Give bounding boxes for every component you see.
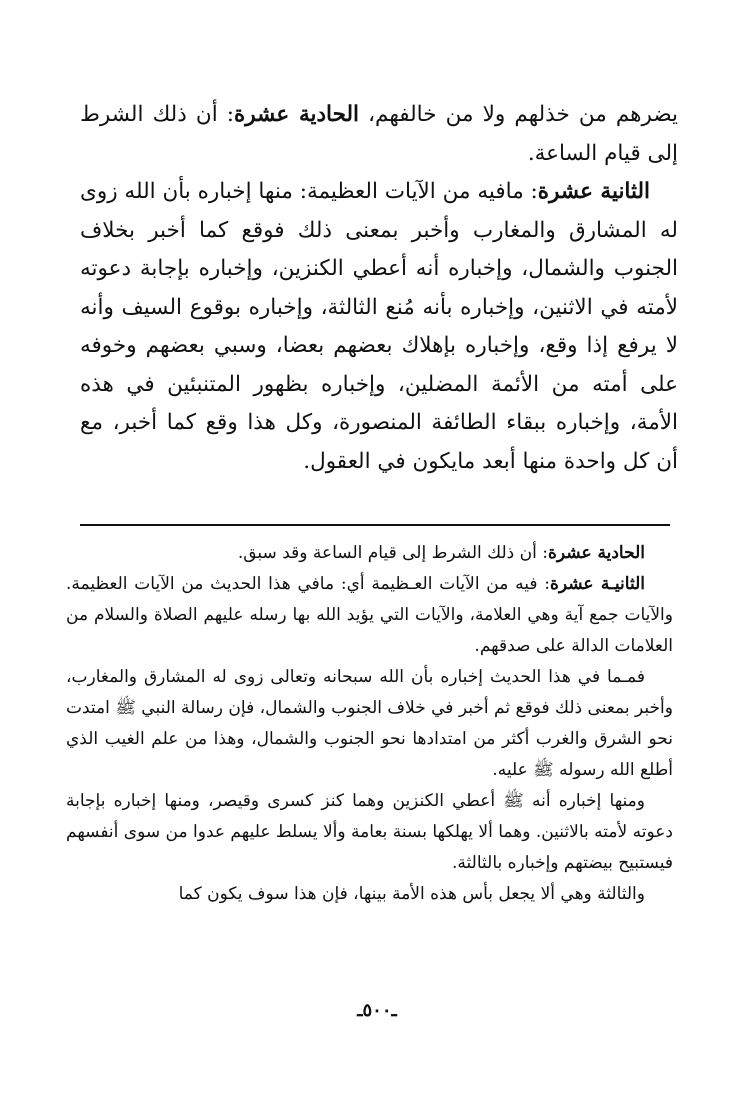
main-paragraph-1	[80, 96, 678, 173]
commentary-section	[66, 538, 673, 910]
paragraph-text: : أن ذلك الشرط إلى قيام الساعة وقد سبق.	[237, 543, 548, 563]
paragraph-text: يضرهم من خذلهم ولا من خالفهم،	[358, 102, 678, 127]
paragraph-text: : أن ذلك الشرط إلى قيام الساعة.	[80, 102, 678, 166]
footnote-divider	[80, 524, 670, 526]
commentary-paragraph-5: والثالثة وهي ألا يجعل بأس هذه الأمة بينها، فإن هذا سوف يكون كما	[178, 884, 645, 904]
commentary-paragraph-2	[66, 569, 673, 662]
commentary-paragraph-3: فمـما في هذا الحديث إخباره بأن الله سبحانه وتعالى زوى له المشارق والمغارب، وأخبر بمعنى ذلك فوقع ثم أخبر في خلاف الجنوب والشمال، فإن رسالة النبي ﷺ امتدت نحو الشرق والغرب أكثر من امتدادها نحو الجنوب والشمال، وهذا من علم الغيب الذي أطلع الله رسوله ﷺ عليه.	[66, 667, 673, 780]
commentary-paragraph-1	[66, 538, 673, 569]
section-label: الثانية عشرة	[537, 179, 650, 204]
page-number: ـ٥٠٠ـ	[357, 1000, 397, 1021]
section-label: الحادية عشرة	[548, 543, 645, 563]
section-label: الحادية عشرة	[234, 102, 359, 127]
paragraph-text: : فيه من الآيات العـظيمة أي: مافي هذا الحديث من الآيات العظيمة. والآيات جمع آية وهي العلامة، والآيات التي يؤيد الله بها رسله عليهم الصلاة والسلام من العلامات الدالة على صدقهم.	[66, 574, 673, 656]
main-paragraph-2	[80, 173, 678, 481]
section-label: الثانيـة عشرة	[549, 574, 646, 594]
main-text	[80, 96, 678, 481]
commentary-paragraph-4: ومنها إخباره أنه ﷺ أعطي الكنزين وهما كنز كسرى وقيصر، ومنها إخباره بإجابة دعوته لأمته بالاثنين. وهما ألا يهلكها بسنة بعامة وألا يسلط عليهم عدوا من سوى أنفسهم فيستبيح بيضتهم وإخباره بالثالثة.	[66, 791, 673, 873]
paragraph-text: : مافيه من الآيات العظيمة: منها إخباره بأن الله زوى له المشارق والمغارب وأخبر بمعنى ذلك فوقع كما أخبر بخلاف الجنوب والشمال، وإخباره أنه أعطي الكنزين، وإخباره بإجابة دعوته لأمته في الاثنين، وإخباره بأنه مُنع الثالثة، وإخباره بوقوع السيف وأنه لا يرفع إذا وقع، وإخباره بإهلاك بعضهم بعضا، وسبي بعضهم وخوفه على أمته من الأئمة المضلين، وإخباره بظهور المتنبئين في هذه الأمة، وإخباره ببقاء الطائفة المنصورة، وكل هذا وقع كما أخبر، مع أن كل واحدة منها أبعد مايكون في العقول.	[80, 179, 678, 474]
